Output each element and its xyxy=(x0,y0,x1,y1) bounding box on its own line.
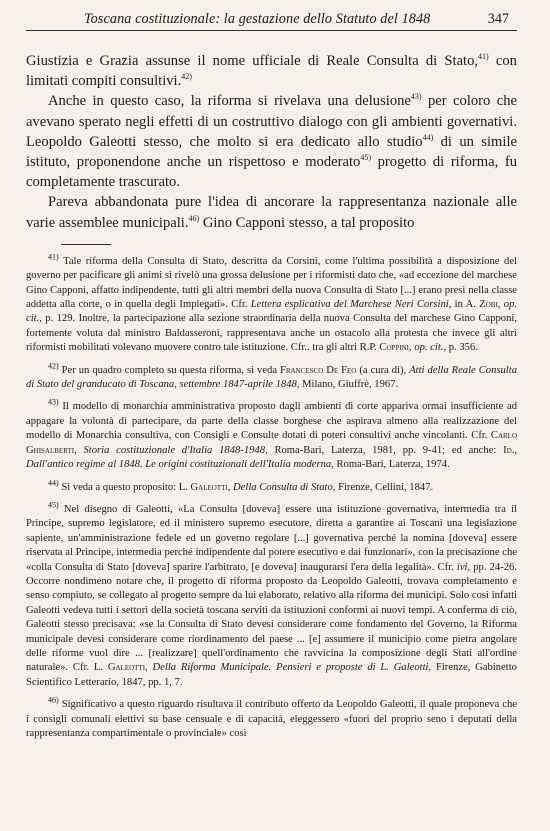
body-paragraph-2: Anche in questo caso, la riforma si rivelava una delusione$^{43)}$ per coloro che avevano sperato negli effetti di un costruttivo dialogo con gli ambienti governativi. Leopoldo Galeotti stesso, che molto si era dedicato allo studio$^{44)}$ di un simile istituto, proponendone anche un rispettoso e moderato$^{45)}$ progetto di riforma, fu completamente trascurato. xyxy=(26,92,518,191)
footnotes xyxy=(26,252,518,742)
body-paragraph-3: Pareva abbandonata pure l'idea di ancorare la rappresentanza nazionale alle varie assemblee municipali.$^{46)}$ Gino Capponi stesso, a tal proposito xyxy=(26,194,517,231)
running-header xyxy=(26,10,517,31)
footnote-ref-43: 43) xyxy=(410,92,422,102)
running-title: Toscana costituzionale: la gestazione dello Statuto del 1848 xyxy=(84,11,431,27)
footnote-45: $^{45)}$ Nel disegno di Galeotti, «La Consulta [doveva] essere una istituzione governativa, intermedia tra il Principe, supremo legislatore, ed il ministero supremo esecutore, diretta a garantire ai Toscani una legislazione sapiente, un'amministrazione fedele ed un governo regolare [...] governativa perché la nomina [doveva] essere riservata al Principe, intermedia perché indipendente dal potere esecutivo e dai funzionari», con la precisazione che «colla Consulta di Stato [doveva] sparire l'arbitrato, [e doveva] inaugurarsi l'era della legalità». Cfr. ivi, pp. 24-26. Occorre nondimeno notare che, il progetto di riforma proposto da Leopoldo Galeotti, trovava completamento e senso compiuto, se collegato al progetto sempre da lui elaborato, relativo alla riforma dei municipi. Solo così infatti Galeotti vedeva tutti i settori della società toscana serviti da istituzioni conformi ai nuovi tempi. A conferma di ciò, Galeotti stesso precisava: «se la Consulta di Stato devesi considerare come fondamento del Governo, la Riforma municipale devesi considerare come riordinamento del paese ... [e] assumere il municipio come pietra angolare delle riforme vuol dire ... [realizzare] quell'ordinamento che ravvicina la composizione degli Stati all'ordine naturale». Cfr. L. Galeotti, Della Riforma Municipale. Pensieri e proposte di L. Galeotti, Firenze, Gabinetto Scientifico Letterario, 1847, pp. 1, 7. xyxy=(26,500,517,688)
footnote-44: $^{44)}$ Si veda a questo proposito: L. Galeotti, Della Consulta di Stato, Firenze, Cellini, 1847. xyxy=(48,477,434,493)
footnote-42: $^{42)}$ Per un quadro completo su questa riforma, si veda Francesco De Feo (a cura di), Atti della Reale Consulta di Stato del granducato di Toscana, settembre 1847-aprile 1848, Milano, Giuffrè, 1967. xyxy=(26,361,517,391)
body-paragraph-1: Giustizia e Grazia assunse il nome ufficiale di Reale Consulta di Stato,$^{41)}$ con limitati compiti consultivi.$^{42)}$ xyxy=(26,52,517,90)
footnote-ref-45: 45) xyxy=(360,153,371,163)
footnote-46: $^{46)}$ Significativo a questo riguardo risultava il contributo offerto da Leopoldo Galeotti, il quale proponeva che i consigli comunali elettivi su base censuale e di capacità, eleggessero «fuori del proprio seno i deputati della rappresentanza compartimentale o provinciale» così xyxy=(26,695,517,740)
footnote-ref-42: 42) xyxy=(181,72,192,82)
footnote-ref-44: 44) xyxy=(422,132,434,142)
footnote-41: $^{41)}$ Tale riforma della Consulta di Stato, descritta da Corsini, come l'ultima possibilità a disposizione del governo per pacificare gli animi si rivelò una grossa delusione per i riformisti dato che, «ad eccezione del marchese Gino Capponi, affatto indipendente, tutti gli altri membri della nuova Consulta di Stato [...] erano presi nella classe addetta alla corte, o in quella degli Impiegati». Cfr. Lettera esplicativa del Marchese Neri Corsini, in A. Zobi, op. cit., p. 129. Inoltre, la partecipazione alla sezione straordinaria della nuova Consulta del marchese Gino Capponi, fortemente voluta dal ministro Baldasseroni, rappresentava anche un ostacolo alla protesta che invece gli altri riformisti mobilitati volevano muovere contro tale istituzione. Cfr.. tra gli altri R.P. Coppini, op. cit., p. 356. xyxy=(26,252,518,354)
footnote-ref-46: 46) xyxy=(188,213,200,223)
footnote-ref-41: 41) xyxy=(478,52,489,62)
footnote-43: $^{43)}$ Il modello di monarchia amministrativa proposto dagli ambienti di corte appariva ormai insufficiente ad appagare la volontà di partecipare, da parte della classe borghese che aspirava almeno alla realizzazione del modello di Monarchia consultiva, con Consigli e Consulte dotati di poteri consultivi anche vincolanti. Cfr. Carlo Ghisalberti, Storia costituzionale d'Italia 1848-1948, Roma-Bari, Laterza, 1981, pp. 9-41; ed anche: Id., Dall'antico regime al 1848. Le origini costituzionali dell'Italia moderna, Roma-Bari, Laterza, 1974. xyxy=(26,397,517,471)
footnote-separator xyxy=(61,244,111,245)
page-number: 347 xyxy=(487,11,509,27)
main-text xyxy=(26,51,517,233)
